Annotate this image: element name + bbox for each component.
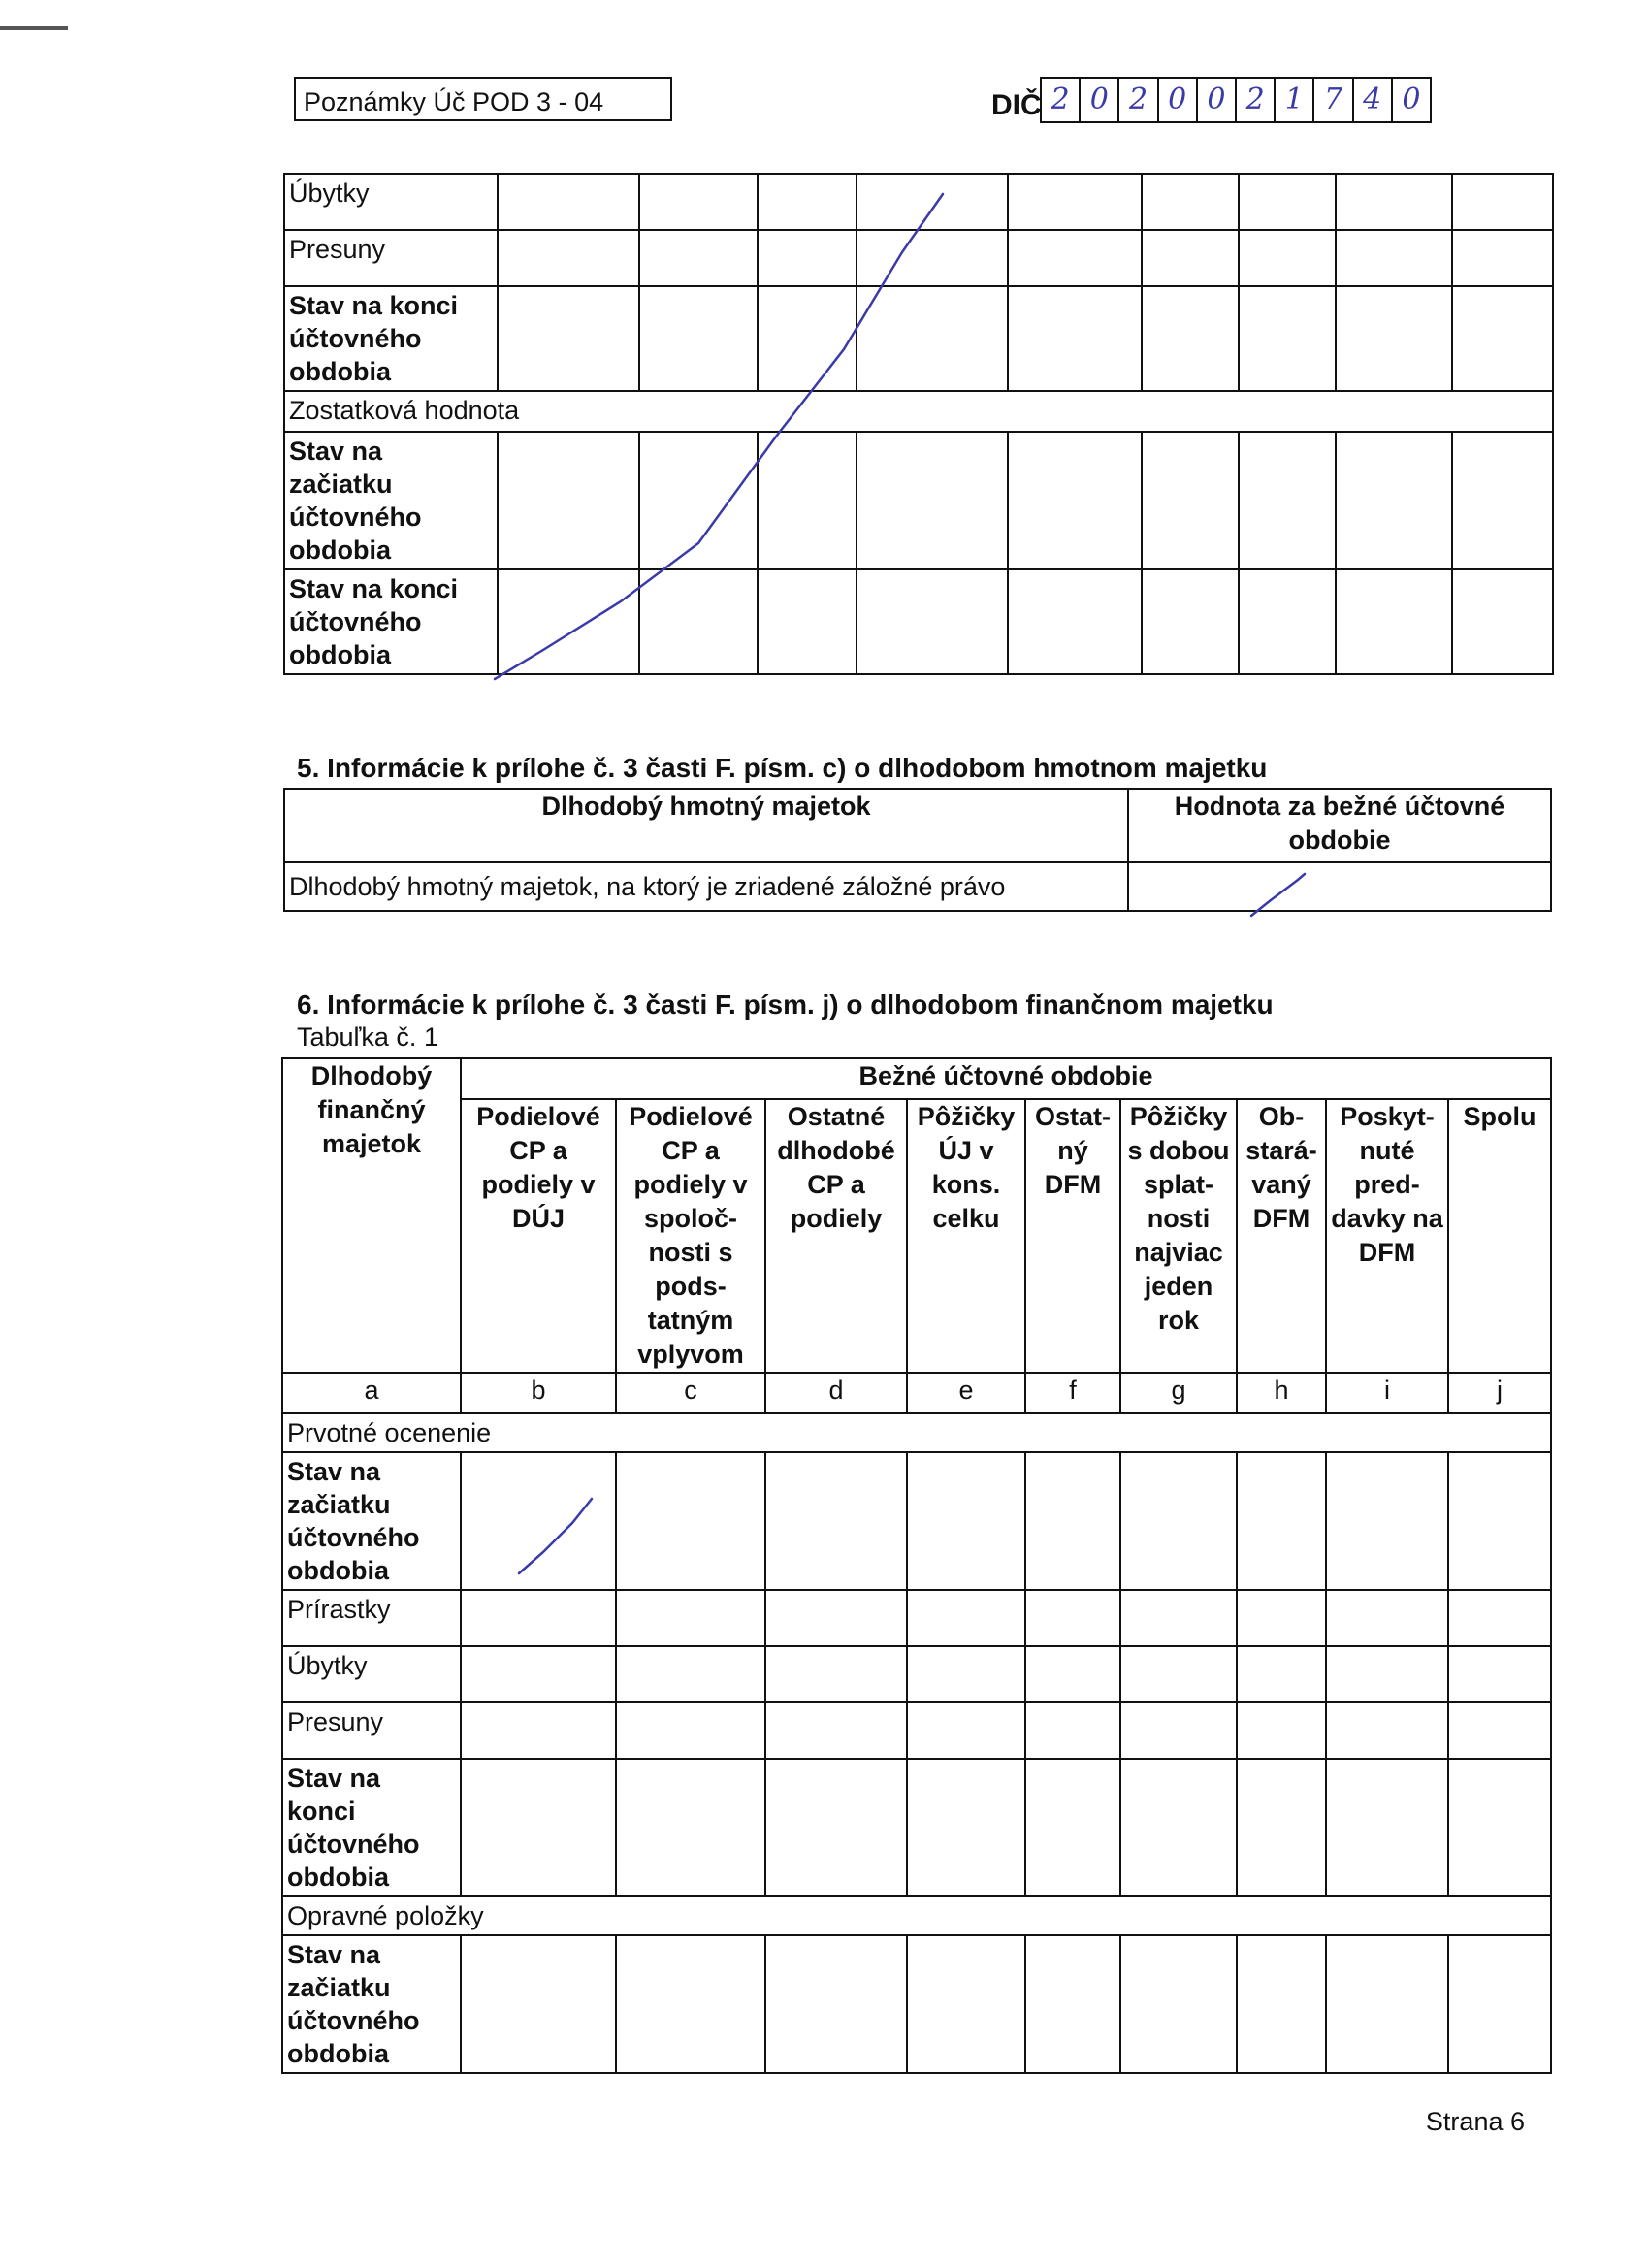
row-label: Stav na konci účtovného obdobia <box>284 569 498 674</box>
column-header: Dlhodobý hmotný majetok <box>284 789 1128 862</box>
dic-label: DIČ <box>991 89 1042 121</box>
column-letter: d <box>765 1373 907 1413</box>
dic-digit: 0 <box>1198 79 1237 121</box>
column-letter: f <box>1025 1373 1120 1413</box>
row-label: Stav na konci účtovného obdobia <box>282 1759 461 1896</box>
row-label: Úbytky <box>284 174 498 230</box>
column-header: Podielové CP a podiely v spoloč-nosti s pods-tatným vplyvom <box>616 1099 765 1373</box>
dic-digit: 4 <box>1354 79 1393 121</box>
section-label: Opravné položky <box>282 1896 1551 1935</box>
column-letter: i <box>1326 1373 1448 1413</box>
column-header: Pôžičky ÚJ v kons. celku <box>907 1099 1025 1373</box>
column-letter: b <box>461 1373 616 1413</box>
row-label: Prírastky <box>282 1590 461 1646</box>
form-code: Poznámky Úč POD 3 - 04 <box>304 87 604 116</box>
dic-digit: 0 <box>1402 82 1421 116</box>
section5-title: 5. Informácie k prílohe č. 3 časti F. písm. c) o dlhodobom hmotnom majetku <box>297 753 1268 783</box>
column-header: Hodnota za bežné účtovné obdobie <box>1128 789 1551 862</box>
dic-digit: 0 <box>1081 79 1119 121</box>
row-label: Presuny <box>282 1702 461 1759</box>
column-header: Ostat-ný DFM <box>1025 1099 1120 1373</box>
section6-title: 6. Informácie k prílohe č. 3 časti F. písm. j) o dlhodobom finančnom majetku <box>297 989 1274 1020</box>
first-column-header: Dlhodobý finančný majetok <box>282 1058 461 1373</box>
dic-digit: 0 <box>1159 79 1198 121</box>
column-letter: j <box>1448 1373 1551 1413</box>
column-header: Ostatné dlhodobé CP a podiely <box>765 1099 907 1373</box>
dic-digit: 2 <box>1119 79 1158 121</box>
row-label: Úbytky <box>282 1646 461 1702</box>
column-letter: c <box>616 1373 765 1413</box>
strike-line-top <box>495 194 943 679</box>
column-letter: h <box>1237 1373 1326 1413</box>
row-label: Presuny <box>284 230 498 286</box>
row-label: Dlhodobý hmotný majetok, na ktorý je zriadené záložné právo <box>284 862 1128 911</box>
dic-digit: 2 <box>1042 79 1081 121</box>
column-letter: e <box>907 1373 1025 1413</box>
column-letter: a <box>282 1373 461 1413</box>
row-label: Stav na konci účtovného obdobia <box>284 286 498 391</box>
row-label: Stav na začiatku účtovného obdobia <box>284 432 498 569</box>
page-number: Strana 6 <box>1425 2107 1525 2136</box>
dic-digit: 7 <box>1314 79 1353 121</box>
row-label: Stav na začiatku účtovného obdobia <box>282 1452 461 1590</box>
group-header: Bežné účtovné obdobie <box>461 1058 1551 1099</box>
column-header: Pôžičky s dobou splat-nosti najviac jeden rok <box>1120 1099 1237 1373</box>
section6-subtitle: Tabuľka č. 1 <box>297 1022 438 1052</box>
row-label: Stav na začiatku účtovného obdobia <box>282 1935 461 2073</box>
strike-line-section6 <box>519 1499 592 1573</box>
dic-digit: 2 <box>1237 79 1276 121</box>
section-label: Prvotné ocenenie <box>282 1413 1551 1452</box>
column-header: Poskyt-nuté pred-davky na DFM <box>1326 1099 1448 1373</box>
column-header: Ob-stará-vaný DFM <box>1237 1099 1326 1373</box>
strike-line-section5 <box>1251 874 1305 916</box>
dic-digit: 1 <box>1276 79 1314 121</box>
column-header: Podielové CP a podiely v DÚJ <box>461 1099 616 1373</box>
section-label: Zostatková hodnota <box>284 391 1553 432</box>
column-letter: g <box>1120 1373 1237 1413</box>
column-header: Spolu <box>1448 1099 1551 1373</box>
